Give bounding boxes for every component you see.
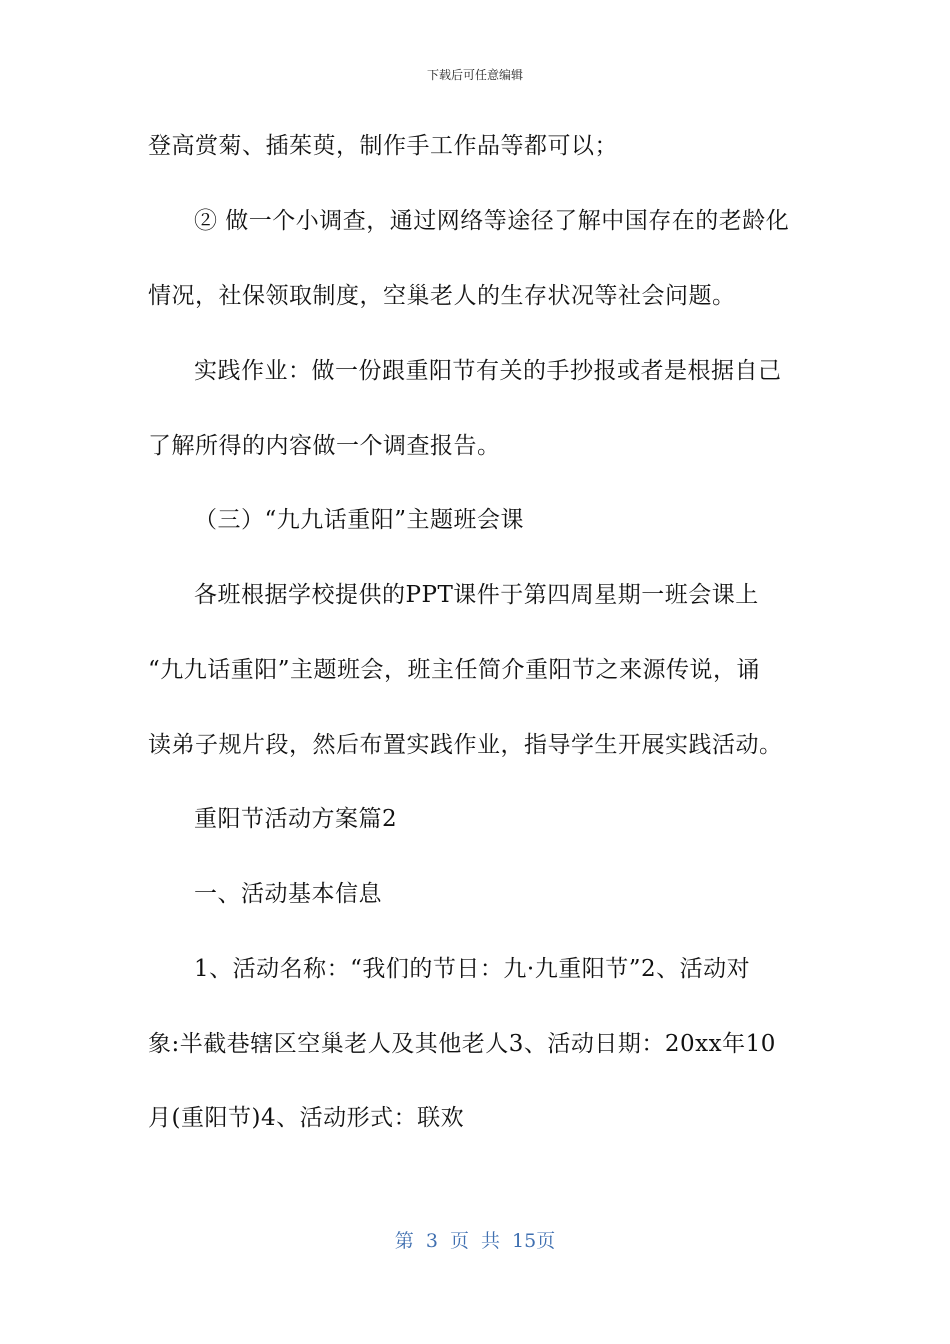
text-line: 象:半截巷辖区空巢老人及其他老人3、活动日期：20xx年10 [148, 1031, 776, 1057]
text-line: 实践作业：做一份跟重阳节有关的手抄报或者是根据自己 [194, 358, 782, 384]
text-line: “九九话重阳”主题班会，班主任简介重阳节之来源传说，诵 [148, 657, 761, 683]
text-line: ② 做一个小调查，通过网络等途径了解中国存在的老龄化 [194, 208, 790, 234]
text-line: 读弟子规片段，然后布置实践作业，指导学生开展实践活动。 [148, 732, 783, 758]
text-line: 情况，社保领取制度，空巢老人的生存状况等社会问题。 [148, 283, 736, 309]
text-line: 月(重阳节)4、活动形式：联欢 [148, 1105, 465, 1131]
page-footer: 第 3 页 共 15页 [394, 1230, 556, 1252]
text-line: 1、活动名称：“我们的节日：九·九重阳节”2、活动对 [194, 956, 751, 982]
section-heading: （三）“九九话重阳”主题班会课 [194, 507, 525, 533]
text-line: 各班根据学校提供的PPT课件于第四周星期一班会课上 [194, 582, 759, 608]
text-line: 了解所得的内容做一个调查报告。 [148, 433, 501, 459]
page-header: 下载后可任意编辑 [426, 68, 523, 82]
section-heading: 重阳节活动方案篇2 [194, 806, 398, 832]
section-heading: 一、活动基本信息 [194, 881, 382, 907]
text-line: 登高赏菊、插茱萸，制作手工作品等都可以； [148, 133, 618, 159]
